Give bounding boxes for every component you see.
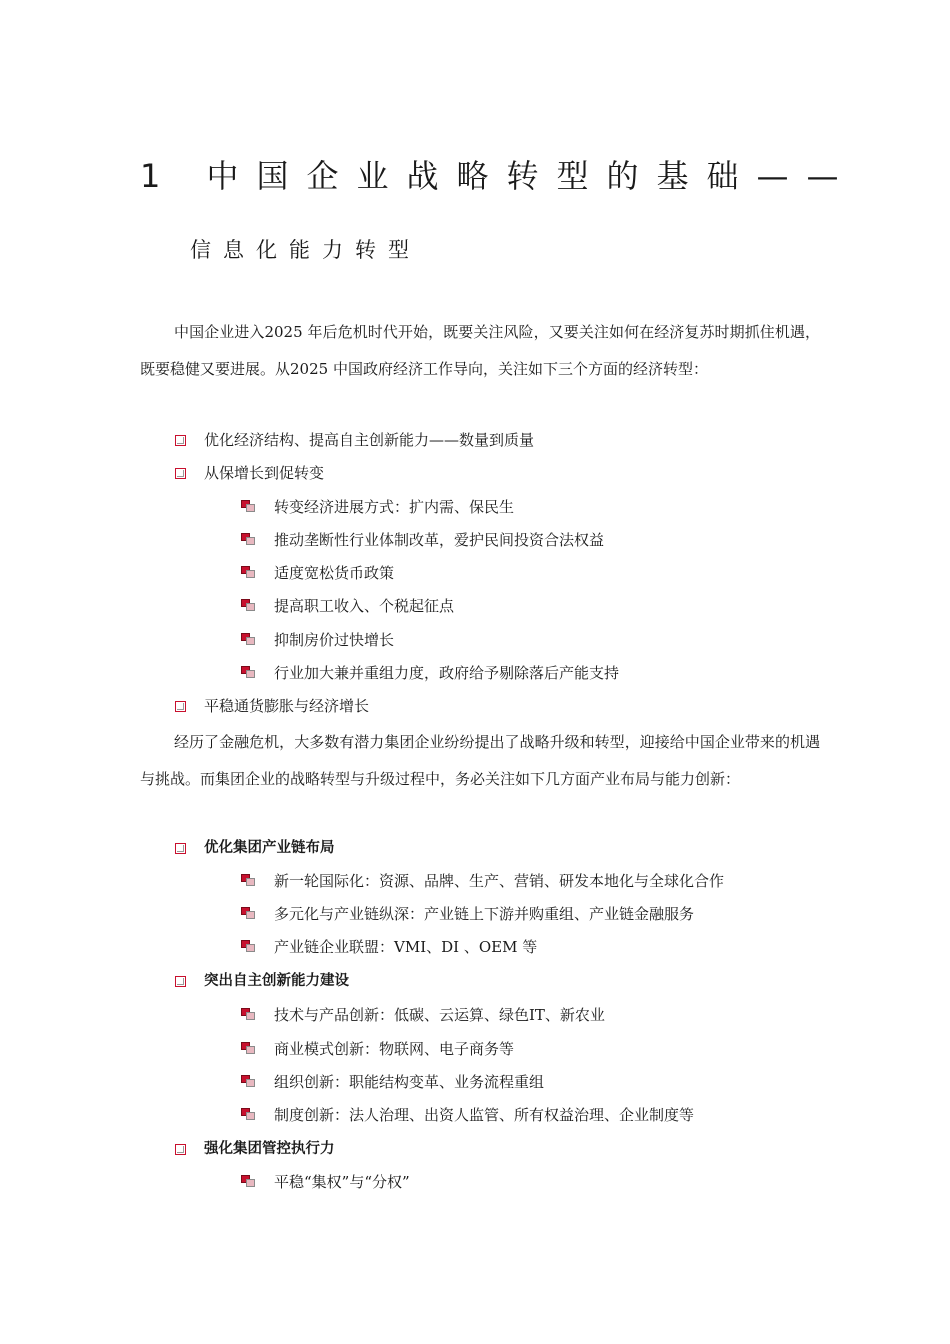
square-bullet-icon (175, 435, 186, 446)
document-bullet-icon (241, 633, 257, 647)
square-bullet-icon (175, 468, 186, 479)
list-item: 商业模式创新：物联网、电子商务等 (241, 1039, 514, 1059)
document-bullet-icon (241, 666, 257, 680)
list-item: 组织创新：职能结构变革、业务流程重组 (241, 1072, 544, 1092)
square-bullet-icon (175, 701, 186, 712)
list-item: 技术与产品创新：低碳、云运算、绿色IT、新农业 (241, 1005, 605, 1025)
document-bullet-icon (241, 599, 257, 613)
list-item: 制度创新：法人治理、出资人监管、所有权益治理、企业制度等 (241, 1105, 694, 1125)
list-item: 突出自主创新能力建设 (175, 971, 349, 991)
heading-subtitle: 信息化能力转型 (190, 238, 421, 262)
list-item: 抑制房价过快增长 (241, 630, 394, 650)
document-bullet-icon (241, 1042, 257, 1056)
document-bullet-icon (241, 1008, 257, 1022)
list-item: 适度宽松货币政策 (241, 563, 394, 583)
list-item: 转变经济进展方式：扩内需、保民生 (241, 497, 514, 517)
list-item: 提高职工收入、个税起征点 (241, 596, 454, 616)
list-item: 行业加大兼并重组力度，政府给予剔除落后产能支持 (241, 663, 619, 683)
list-item: 优化集团产业链布局 (175, 838, 335, 858)
list-item: 平稳通货膨胀与经济增长 (175, 696, 369, 716)
square-bullet-icon (175, 976, 186, 987)
list-item: 从保增长到促转变 (175, 463, 324, 483)
square-bullet-icon (175, 1144, 186, 1155)
paragraph-intro: 中国企业进入2025 年后危机时代开始，既要关注风险，又要关注如何在经济复苏时期抓住机遇，既要稳健又要进展。从2025 中国政府经济工作导向，关注如下三个方面的经济转型： (140, 323, 820, 378)
document-bullet-icon (241, 907, 257, 921)
list-item: 强化集团管控执行力 (175, 1139, 335, 1159)
list-item: 平稳“集权”与“分权” (241, 1172, 410, 1192)
document-bullet-icon (241, 1075, 257, 1089)
list-item: 优化经济结构、提高自主创新能力——数量到质量 (175, 430, 534, 450)
list-item: 推动垄断性行业体制改革，爱护民间投资合法权益 (241, 530, 604, 550)
document-bullet-icon (241, 1175, 257, 1189)
list-item: 新一轮国际化：资源、品牌、生产、营销、研发本地化与全球化合作 (241, 871, 724, 891)
document-bullet-icon (241, 940, 257, 954)
heading-title: 1 中国企业战略转型的基础—— (140, 157, 857, 195)
document-bullet-icon (241, 500, 257, 514)
list-item: 多元化与产业链纵深：产业链上下游并购重组、产业链金融服务 (241, 904, 694, 924)
document-bullet-icon (241, 874, 257, 888)
paragraph-strategy: 经历了金融危机，大多数有潜力集团企业纷纷提出了战略升级和转型，迎接给中国企业带来的机遇与挑战。而集团企业的战略转型与升级过程中，务必关注如下几方面产业布局与能力创新： (140, 733, 820, 788)
document-bullet-icon (241, 566, 257, 580)
list-item: 产业链企业联盟：VMI、DI 、OEM 等 (241, 937, 537, 957)
square-bullet-icon (175, 843, 186, 854)
document-bullet-icon (241, 1108, 257, 1122)
document-bullet-icon (241, 533, 257, 547)
